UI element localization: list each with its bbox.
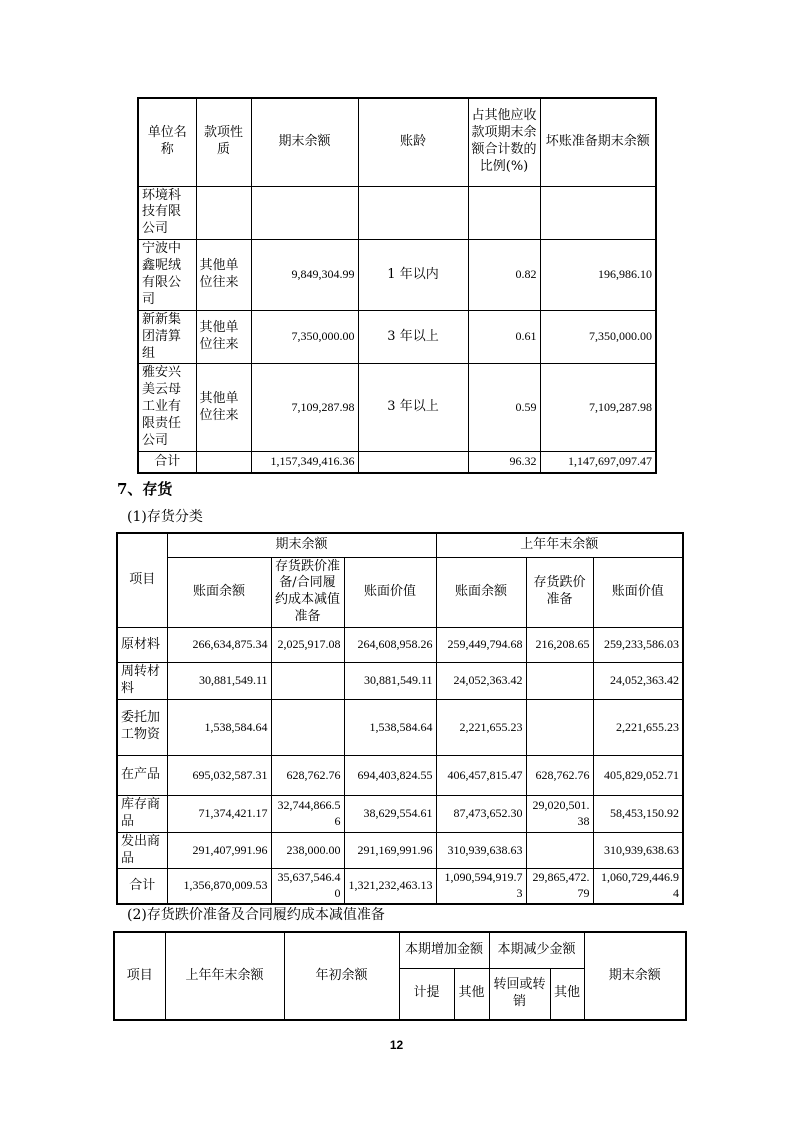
cell-value: 695,032,587.31 (167, 755, 271, 795)
table-group-header-row (114, 932, 686, 968)
cell-value (526, 663, 593, 700)
cell-value: 216,208.65 (526, 628, 593, 663)
cell-payment-nature (196, 186, 251, 240)
cell-value: 406,457,815.47 (436, 755, 526, 795)
column-header-other: 其他 (550, 968, 584, 1020)
column-header-aging: 账龄 (358, 98, 468, 186)
cell-value: 310,939,638.63 (593, 832, 683, 869)
cell-proportion: 0.59 (468, 364, 540, 451)
cell-project: 委托加工物资 (117, 699, 167, 755)
cell-project: 在产品 (117, 755, 167, 795)
column-header-unit-name: 单位名称 (138, 98, 196, 186)
cell-value: 1,321,232,463.13 (344, 869, 436, 904)
cell-value: 291,407,991.96 (167, 832, 271, 869)
cell-value: 259,233,586.03 (593, 628, 683, 663)
table-row (138, 240, 656, 311)
table-row (117, 832, 683, 869)
cell-value: 29,865,472.79 (526, 869, 593, 904)
cell-value: 628,762.76 (271, 755, 344, 795)
cell-value: 71,374,421.17 (167, 795, 271, 832)
cell-value: 264,608,958.26 (344, 628, 436, 663)
cell-value: 2,221,655.23 (593, 699, 683, 755)
cell-proportion: 0.61 (468, 310, 540, 364)
column-header-ending-balance: 期末余额 (251, 98, 358, 186)
group-header-ending-balance: 期末余额 (167, 533, 436, 557)
table-total-row (138, 451, 656, 473)
cell-bad-debt-provision (540, 186, 656, 240)
other-receivables-table (137, 97, 657, 474)
column-header-bad-debt-provision: 坏账准备期末余额 (540, 98, 656, 186)
cell-value: 291,169,991.96 (344, 832, 436, 869)
column-header-proportion: 占其他应收款项期末余额合计数的比例(%) (468, 98, 540, 186)
cell-proportion: 96.32 (468, 451, 540, 473)
cell-value: 35,637,546.40 (271, 869, 344, 904)
column-header-payment-nature: 款项性质 (196, 98, 251, 186)
cell-unit-name: 环境科技有限公司 (138, 186, 196, 240)
column-header-accrual: 计提 (399, 968, 454, 1020)
cell-total-label: 合计 (138, 451, 196, 473)
cell-value (271, 699, 344, 755)
table-header-row (138, 98, 656, 186)
table-row (138, 364, 656, 451)
cell-value: 2,025,917.08 (271, 628, 344, 663)
column-header-book-value: 账面价值 (593, 557, 683, 628)
table-row (138, 186, 656, 240)
subsection-heading-inventory-classification: (1)存货分类 (127, 509, 203, 525)
cell-ending-balance: 7,109,287.98 (251, 364, 358, 451)
cell-value: 1,060,729,446.94 (593, 869, 683, 904)
cell-value: 58,453,150.92 (593, 795, 683, 832)
subsection-heading-inventory-provision: (2)存货跌价准备及合同履约成本减值准备 (127, 907, 385, 923)
cell-value: 1,538,584.64 (167, 699, 271, 755)
column-header-ending-balance: 期末余额 (584, 932, 686, 1020)
cell-ending-balance: 1,157,349,416.36 (251, 451, 358, 473)
column-header-prior-year-end-balance: 上年年末余额 (165, 932, 284, 1020)
cell-value: 266,634,875.34 (167, 628, 271, 663)
cell-ending-balance (251, 186, 358, 240)
table-row (117, 628, 683, 663)
cell-value: 38,629,554.61 (344, 795, 436, 832)
group-header-decrease: 本期减少金额 (489, 932, 584, 968)
cell-value: 87,473,652.30 (436, 795, 526, 832)
cell-proportion: 0.82 (468, 240, 540, 311)
cell-ending-balance: 9,849,304.99 (251, 240, 358, 311)
column-header-reverse-writeoff: 转回或转销 (489, 968, 550, 1020)
table-total-row (117, 869, 683, 904)
cell-value: 1,090,594,919.73 (436, 869, 526, 904)
cell-value: 1,356,870,009.53 (167, 869, 271, 904)
column-header-book-value: 账面价值 (344, 557, 436, 628)
column-header-provision: 存货跌价准备/合同履约成本减值准备 (271, 557, 344, 628)
column-header-provision: 存货跌价准备 (526, 557, 593, 628)
cell-value (271, 663, 344, 700)
table-subheader-row (117, 557, 683, 628)
cell-value: 32,744,866.56 (271, 795, 344, 832)
cell-project: 原材料 (117, 628, 167, 663)
column-header-other: 其他 (454, 968, 489, 1020)
cell-bad-debt-provision: 196,986.10 (540, 240, 656, 311)
column-header-project: 项目 (117, 533, 167, 628)
table-row (117, 755, 683, 795)
table-row (117, 795, 683, 832)
cell-value: 405,829,052.71 (593, 755, 683, 795)
cell-unit-name: 雅安兴美云母工业有限责任公司 (138, 364, 196, 451)
column-header-beginning-balance: 年初余额 (284, 932, 399, 1020)
cell-total-label: 合计 (117, 869, 167, 904)
column-header-book-balance: 账面余额 (436, 557, 526, 628)
cell-value: 1,538,584.64 (344, 699, 436, 755)
column-header-book-balance: 账面余额 (167, 557, 271, 628)
cell-value: 30,881,549.11 (344, 663, 436, 700)
cell-payment-nature (196, 451, 251, 473)
cell-aging (358, 186, 468, 240)
cell-bad-debt-provision: 7,109,287.98 (540, 364, 656, 451)
cell-value: 24,052,363.42 (593, 663, 683, 700)
cell-value: 238,000.00 (271, 832, 344, 869)
cell-ending-balance: 7,350,000.00 (251, 310, 358, 364)
cell-project: 发出商品 (117, 832, 167, 869)
cell-value (526, 699, 593, 755)
cell-value: 628,762.76 (526, 755, 593, 795)
cell-payment-nature: 其他单位往来 (196, 240, 251, 311)
inventory-classification-table (116, 532, 684, 905)
cell-payment-nature: 其他单位往来 (196, 310, 251, 364)
cell-value (526, 832, 593, 869)
table-row (117, 699, 683, 755)
page-number: 12 (389, 1038, 404, 1052)
cell-value: 310,939,638.63 (436, 832, 526, 869)
cell-value: 30,881,549.11 (167, 663, 271, 700)
cell-proportion (468, 186, 540, 240)
cell-value: 29,020,501.38 (526, 795, 593, 832)
cell-project: 库存商品 (117, 795, 167, 832)
cell-value: 694,403,824.55 (344, 755, 436, 795)
table-group-header-row (117, 533, 683, 557)
section-heading-inventory: 7、存货 (117, 480, 173, 498)
cell-bad-debt-provision: 1,147,697,097.47 (540, 451, 656, 473)
cell-aging (358, 451, 468, 473)
cell-aging: 1 年以内 (358, 240, 468, 311)
cell-aging: 3 年以上 (358, 364, 468, 451)
cell-value: 24,052,363.42 (436, 663, 526, 700)
cell-project: 周转材料 (117, 663, 167, 700)
cell-payment-nature: 其他单位往来 (196, 364, 251, 451)
cell-value: 259,449,794.68 (436, 628, 526, 663)
cell-bad-debt-provision: 7,350,000.00 (540, 310, 656, 364)
cell-unit-name: 新新集团清算组 (138, 310, 196, 364)
column-header-project: 项目 (114, 932, 165, 1020)
table-row (138, 310, 656, 364)
group-header-prior-year-balance: 上年年末余额 (436, 533, 683, 557)
inventory-provision-table (113, 931, 687, 1021)
cell-value: 2,221,655.23 (436, 699, 526, 755)
cell-aging: 3 年以上 (358, 310, 468, 364)
table-row (117, 663, 683, 700)
cell-unit-name: 宁波中鑫呢绒有限公司 (138, 240, 196, 311)
group-header-increase: 本期增加金额 (399, 932, 489, 968)
